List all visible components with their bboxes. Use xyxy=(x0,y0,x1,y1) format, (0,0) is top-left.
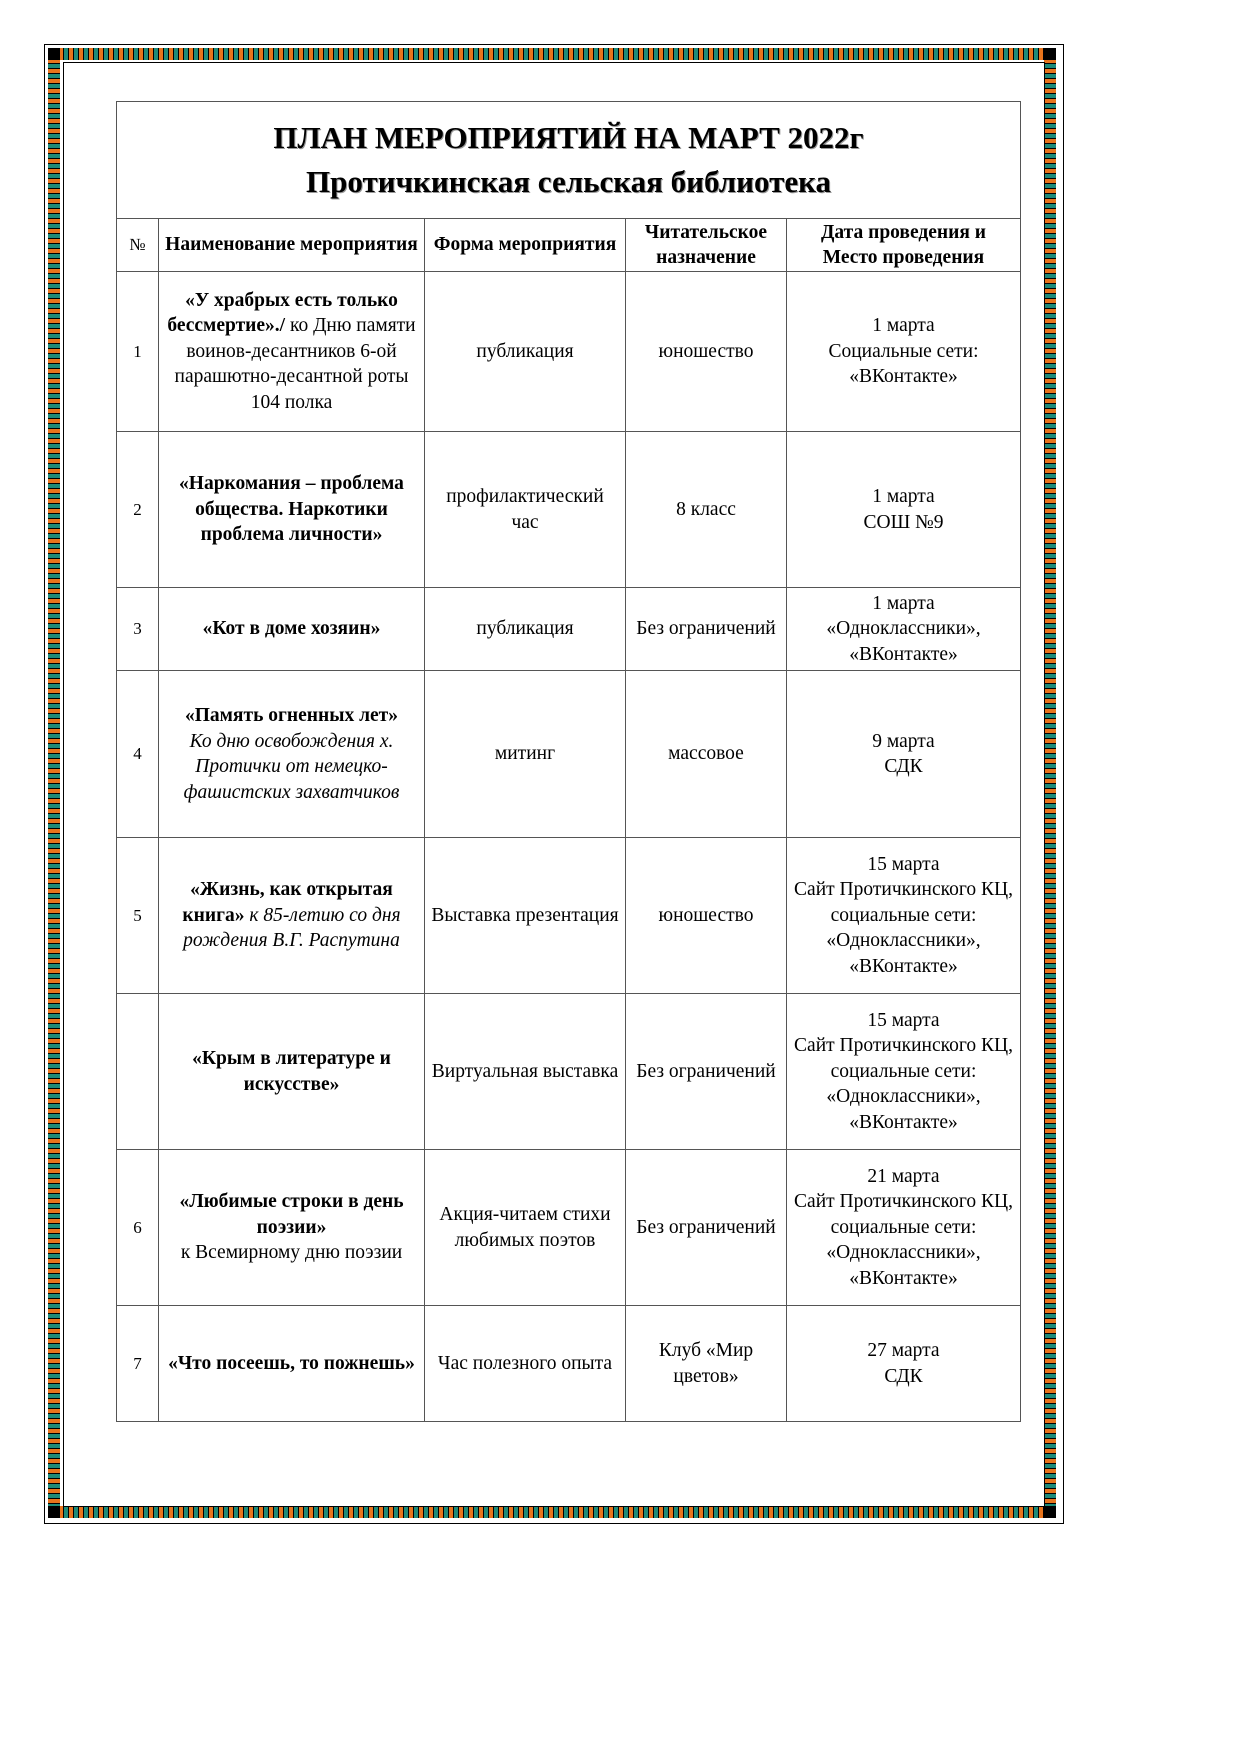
event-date: 21 марта xyxy=(867,1165,940,1187)
row-number-cell xyxy=(117,994,159,1150)
event-form-cell: Час полезного опыта xyxy=(425,1306,626,1422)
border-corner-bottom-right xyxy=(1044,1506,1056,1518)
event-name-cell xyxy=(159,1306,425,1422)
event-name-cell xyxy=(159,1150,425,1306)
row-number-cell: 7 xyxy=(117,1306,159,1422)
border-corner-top-right xyxy=(1044,48,1056,60)
event-date: 15 марта xyxy=(867,853,940,875)
event-date-place-cell xyxy=(787,588,1021,671)
event-title: «Жизнь, как открытая книга» xyxy=(182,879,393,926)
event-title: «Любимые строки в день поэзии» xyxy=(179,1191,404,1238)
event-form-cell: Виртуальная выставка xyxy=(425,994,626,1150)
border-corner-bottom-left xyxy=(48,1506,60,1518)
event-form-cell: профилактический час xyxy=(425,432,626,588)
column-header-form: Форма мероприятия xyxy=(425,219,626,272)
document-title: ПЛАН МЕРОПРИЯТИЙ НА МАРТ 2022г xyxy=(273,120,864,155)
column-header-audience: Читательское назначение xyxy=(626,219,787,272)
event-name-cell xyxy=(159,994,425,1150)
event-audience-cell: Без ограничений xyxy=(626,588,787,671)
event-description: ко Дню памяти воинов-десантников 6-ой парашютно-десантной роты 104 полка xyxy=(174,315,416,413)
decorative-border-left xyxy=(48,54,60,1506)
event-place: СОШ №9 xyxy=(863,511,944,533)
table-row xyxy=(117,432,1021,588)
event-date: 1 марта xyxy=(872,592,935,614)
events-plan-table xyxy=(116,101,1021,1422)
event-date: 1 марта xyxy=(872,315,935,337)
row-number-cell: 1 xyxy=(117,272,159,432)
column-header-date-place: Дата проведения и Место проведения xyxy=(787,219,1021,272)
border-corner-top-left xyxy=(48,48,60,60)
row-number-cell: 6 xyxy=(117,1150,159,1306)
event-date-place-cell xyxy=(787,838,1021,994)
event-name-cell xyxy=(159,588,425,671)
decorative-border-top xyxy=(54,48,1054,60)
table-title-row xyxy=(117,102,1021,219)
event-name-cell xyxy=(159,838,425,994)
table-row xyxy=(117,994,1021,1150)
event-audience-cell: юношество xyxy=(626,838,787,994)
table-row xyxy=(117,838,1021,994)
row-number-cell: 4 xyxy=(117,671,159,838)
event-title: «У храбрых есть только бессмертие»./ xyxy=(167,289,398,337)
table-row xyxy=(117,272,1021,432)
event-place: Сайт Протичкинского КЦ, социальные сети: «Одноклассники», «ВКонтакте» xyxy=(794,1035,1013,1133)
event-place: СДК xyxy=(884,756,923,777)
event-place: Сайт Протичкинского КЦ, социальные сети: «Одноклассники», «ВКонтакте» xyxy=(794,1191,1013,1289)
event-audience-cell: Без ограничений xyxy=(626,1150,787,1306)
event-date-place-cell xyxy=(787,432,1021,588)
event-date: 1 марта xyxy=(872,486,935,507)
row-number-cell: 2 xyxy=(117,432,159,588)
row-number-cell: 5 xyxy=(117,838,159,994)
event-description: к Всемирному дню поэзии xyxy=(180,1242,403,1264)
event-date-place-cell xyxy=(787,671,1021,838)
table-row xyxy=(117,671,1021,838)
event-name-cell xyxy=(159,671,425,838)
event-date-place-cell xyxy=(787,1150,1021,1306)
event-title: «Наркомания – проблема общества. Наркотики проблема личности» xyxy=(179,473,404,546)
event-audience-cell: 8 класс xyxy=(626,432,787,588)
table-header-row xyxy=(117,219,1021,272)
table-row xyxy=(117,588,1021,671)
event-note: Ко дню освобождения х. Протички от немецко-фашистских захватчиков xyxy=(183,730,400,803)
table-row xyxy=(117,1150,1021,1306)
event-form-cell: публикация xyxy=(425,272,626,432)
table-body xyxy=(117,272,1021,1422)
event-name-cell xyxy=(159,272,425,432)
event-place: Социальные сети: «ВКонтакте» xyxy=(828,340,979,388)
event-date: 15 марта xyxy=(867,1009,940,1031)
event-title: «Память огненных лет» xyxy=(184,705,398,726)
event-note: к 85-летию со дня рождения В.Г. Распутина xyxy=(183,904,401,952)
column-header-name: Наименование мероприятия xyxy=(159,219,425,272)
row-number-cell: 3 xyxy=(117,588,159,671)
event-audience-cell: массовое xyxy=(626,671,787,838)
event-date-place-cell xyxy=(787,272,1021,432)
event-form-cell: Акция-читаем стихи любимых поэтов xyxy=(425,1150,626,1306)
event-title: «Кот в доме хозяин» xyxy=(202,618,381,640)
event-title: «Крым в литературе и искусстве» xyxy=(192,1048,391,1095)
library-name: Протичкинская сельская библиотека xyxy=(306,164,831,199)
decorative-border-bottom xyxy=(54,1506,1054,1518)
event-place: «Одноклассники», «ВКонтакте» xyxy=(826,618,981,665)
event-date: 27 марта xyxy=(867,1340,940,1361)
event-audience-cell: Клуб «Мир цветов» xyxy=(626,1306,787,1422)
event-place: Сайт Протичкинского КЦ, социальные сети: «Одноклассники», «ВКонтакте» xyxy=(794,879,1013,977)
event-place: СДК xyxy=(884,1365,923,1387)
event-form-cell: Выставка презентация xyxy=(425,838,626,994)
column-header-number: № xyxy=(117,219,159,272)
event-audience-cell: Без ограничений xyxy=(626,994,787,1150)
decorative-border-right xyxy=(1044,54,1056,1506)
event-title: «Что посеешь, то пожнешь» xyxy=(168,1352,415,1374)
event-audience-cell: юношество xyxy=(626,272,787,432)
event-date-place-cell xyxy=(787,1306,1021,1422)
table-title-cell xyxy=(117,102,1021,219)
event-date: 9 марта xyxy=(872,730,935,752)
event-name-cell xyxy=(159,432,425,588)
event-date-place-cell xyxy=(787,994,1021,1150)
event-form-cell: митинг xyxy=(425,671,626,838)
event-form-cell: публикация xyxy=(425,588,626,671)
table-row xyxy=(117,1306,1021,1422)
